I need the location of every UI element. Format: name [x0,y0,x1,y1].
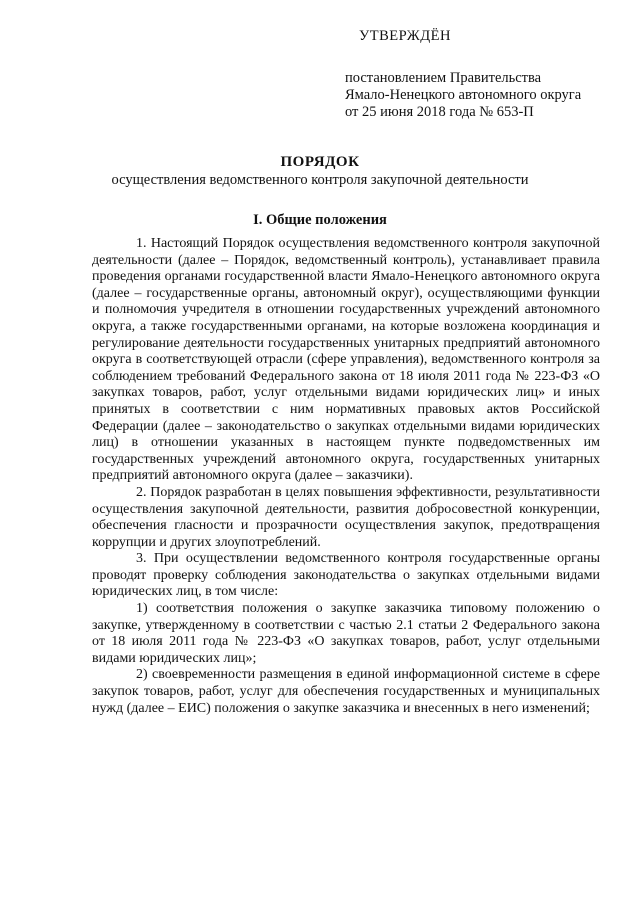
approval-title: УТВЕРЖДЁН [359,28,451,44]
approval-line: Ямало-Ненецкого автономного округа [345,87,582,103]
paragraph: 2. Порядок разработан в целях повышения эффективности, результативности осуществления закупочной деятельности, развития добросовестной конкуренции, обеспечения гласности и прозрачности осуществления закупок, предотвращения коррупции и других злоупотреблений. [92,484,600,550]
section-heading: I. Общие положения [253,212,387,228]
document-title: ПОРЯДОК [280,154,360,170]
paragraph: 1. Настоящий Порядок осуществления ведомственного контроля закупочной деятельности (далее – Порядок, ведомственный контроль), устанавливает правила проведения органами государственной власти Ямало-Ненецкого автономного округа (далее – государственные органы, автономный округ), осуществляющими функции и полномочия учредителя в отношении государственных учреждений автономного округа, а также государственными органами, на которые возложена координация и регулирование деятельности государственных унитарных предприятий автономного округа в соответствующей отрасли (сфере управления), ведомственного контроля за соблюдением требований Федерального закона от 18 июля 2011 года № 223-ФЗ «О закупках товаров, работ, услуг отдельными видами юридических лиц» и иных принятых в соответствии с ним нормативных правовых актов Российской Федерации (далее – законодательство о закупках отдельными видами юридических лиц) в отношении указанных в настоящем пункте подведомственных им государственных учреждений автономного округа, государственных унитарных предприятий автономного округа (далее – заказчики). [92,236,600,484]
approval-line: от 25 июня 2018 года № 653-П [345,104,534,120]
paragraph: 1) соответствия положения о закупке заказчика типовому положению о закупке, утвержденному в соответствии с частью 2.1 статьи 2 Федерального закона от 18 июля 2011 года № 223-ФЗ «О закупках товаров, работ, услуг отдельными видами юридических лиц»; [92,601,600,666]
paragraph: 2) своевременности размещения в единой информационной системе в сфере закупок товаров, работ, услуг для обеспечения государственных и муниципальных нужд (далее – ЕИС) положения о закупке заказчика и внесенных в него изменений; [92,667,600,716]
paragraph: 3. При осуществлении ведомственного контроля государственные органы проводят проверку соблюдения законодательства о закупках отдельными видами юридических лиц, в том числе: [92,551,600,600]
approval-block [345,28,625,121]
document-subtitle: осуществления ведомственного контроля закупочной деятельности [111,172,529,188]
approval-line: постановлением Правительства [345,70,542,86]
document-body [92,236,600,717]
